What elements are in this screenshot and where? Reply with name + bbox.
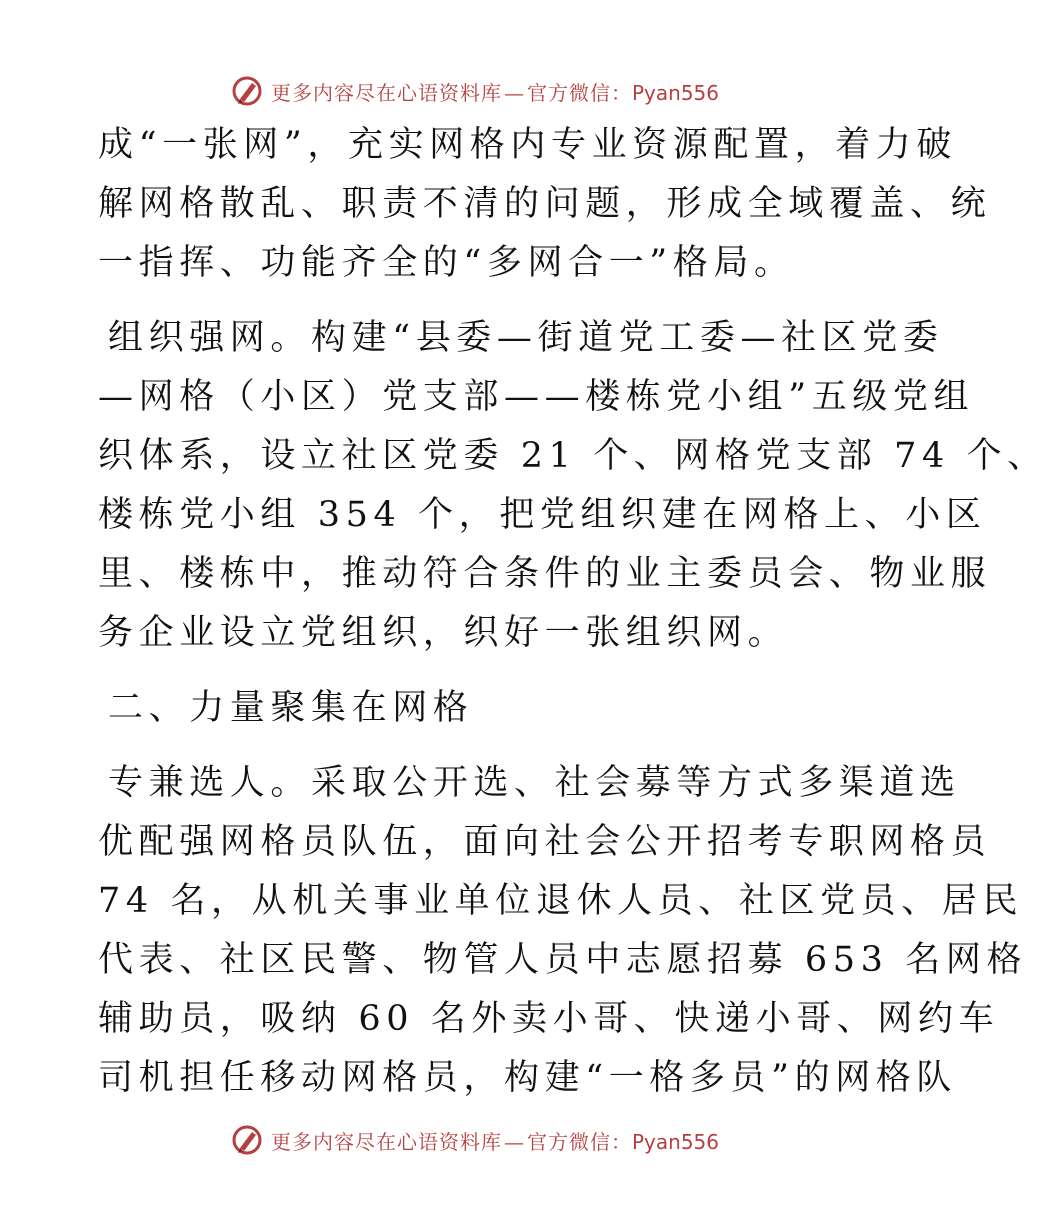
text-line: 楼栋党小组 354 个，把党组织建在网格上、小区 [98,495,987,535]
paragraph-2 [98,309,1048,663]
text-line: 一指挥、功能齐全的“多网合一”格局。 [98,243,795,283]
header-site-text: 更多内容尽在心语资料库 [270,80,502,105]
pen-circle-logo-icon [231,1124,263,1156]
header-text [271,77,719,106]
header-separator: — [503,80,525,105]
footer-wechat-label: 官方微信： [526,1129,632,1154]
footer-wechat-id: Pyan556 [631,1129,719,1154]
document-body [98,116,1048,1108]
footer-banner [0,1120,950,1160]
text-line: 代表、社区民警、物管人员中志愿招募 653 名网格 [98,940,1028,980]
footer-separator: — [503,1129,525,1154]
text-line: 74 名，从机关事业单位退休人员、社区党员、居民 [98,881,1024,921]
text-line: 专兼选人。采取公开选、社会募等方式多渠道选 [108,763,961,803]
pen-circle-logo-icon [231,75,263,107]
text-line: 务企业设立党组织，织好一张组织网。 [98,613,789,653]
text-line: 织体系，设立社区党委 21 个、网格党支部 74 个、 [98,436,1048,476]
text-line: —网格（小区）党支部——楼栋党小组”五级党组 [98,377,975,417]
heading-line: 二、力量聚集在网格 [108,688,474,728]
text-line: 解网格散乱、职责不清的问题，形成全域覆盖、统 [98,184,992,224]
footer-site-text: 更多内容尽在心语资料库 [270,1129,502,1154]
header-wechat-id: Pyan556 [631,80,719,105]
header-wechat-label: 官方微信： [526,80,632,105]
text-line: 司机担任移动网格员，构建“一格多员”的网格队 [98,1058,957,1098]
text-line: 里、楼栋中，推动符合条件的业主委员会、物业服 [98,554,992,594]
section-heading [98,679,858,738]
footer-text [271,1126,719,1155]
text-line: 辅助员，吸纳 60 名外卖小哥、快递小哥、网约车 [98,999,1000,1039]
text-line: 组织强网。构建“县委—街道党工委—社区党委 [108,318,944,358]
text-line: 优配强网格员队伍，面向社会公开招考专职网格员 [98,822,992,862]
paragraph-3 [98,754,1028,1108]
paragraph-1 [98,116,992,293]
text-line: 成“一张网”，充实网格内专业资源配置，着力破 [98,125,957,165]
header-banner [0,71,950,111]
